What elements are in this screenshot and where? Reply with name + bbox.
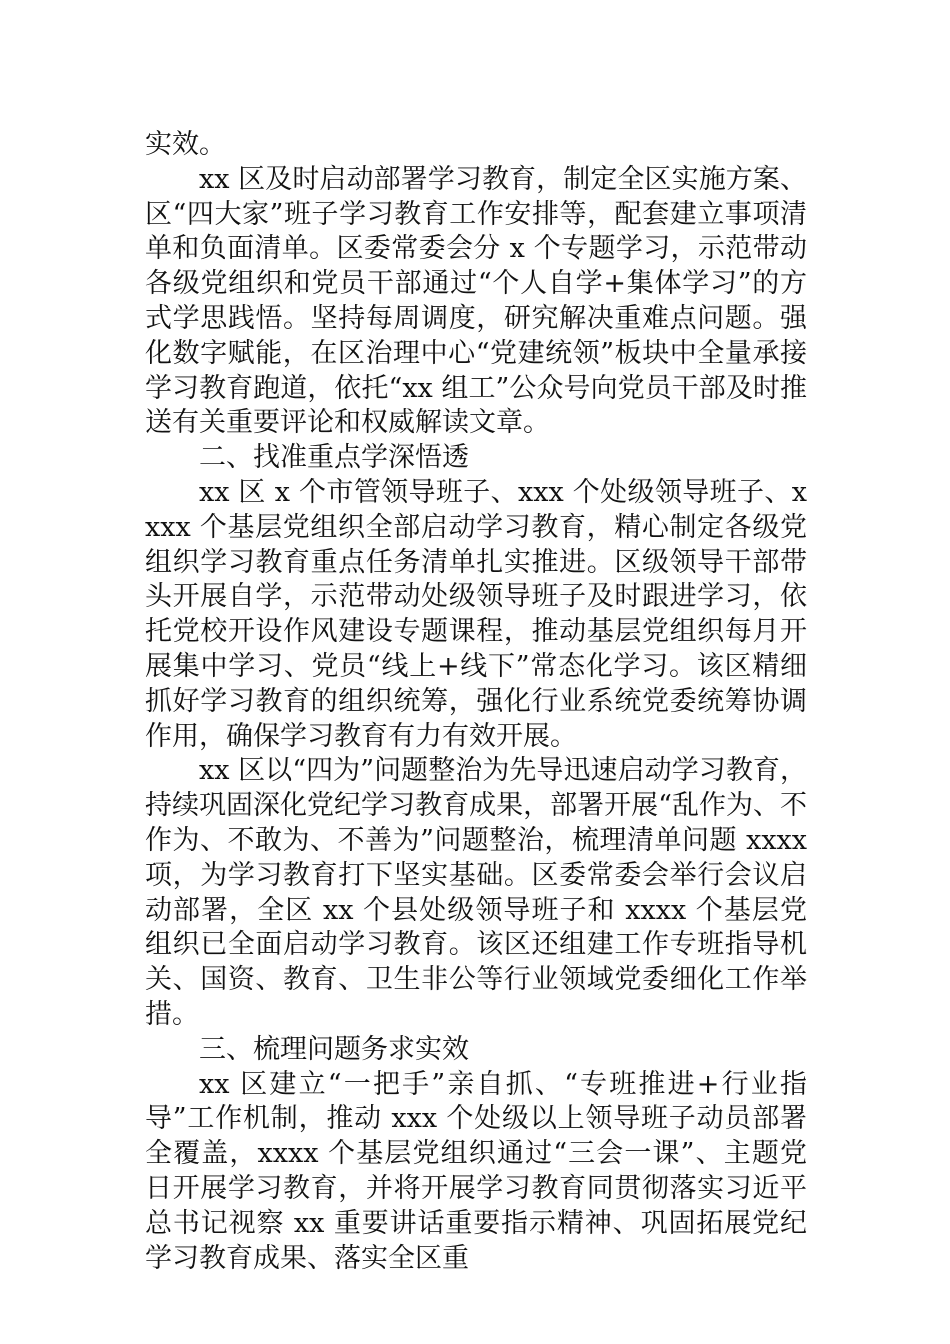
- paragraph-rectification: xx 区以“四为”问题整治为先导迅速启动学习教育，持续巩固深化党纪学习教育成果，部署开展“乱作为、不作为、不敢为、不善为”问题整治，梳理清单问题 xxxx 项，为学习教育打下坚实基础。区委常委会举行会议启动部署，全区 xx 个县处级领导班子和 xxxx 个基层党组织已全面启动学习教育。该区还组建工作专班指导机关、国资、教育、卫生非公等行业领域党委细化工作举措。: [145, 755, 807, 1030]
- section-heading-3: 三、梳理问题务求实效: [199, 1033, 469, 1065]
- document-body: [145, 128, 807, 1276]
- paragraph-leadership-study: xx 区 x 个市管领导班子、xxx 个处级领导班子、xxxx 个基层党组织全部启动学习教育，精心制定各级党组织学习教育重点任务清单扎实推进。区级领导干部带头开展自学，示范带动处级领导班子及时跟进学习，依托党校开设作风建设专题课程，推动基层党组织每月开展集中学习、党员“线上+线下”常态化学习。该区精细抓好学习教育的组织统筹，强化行业系统党委统筹协调作用，确保学习教育有力有效开展。: [145, 476, 807, 752]
- paragraph-mechanism: xx 区建立“一把手”亲自抓、“专班推进+行业指导”工作机制，推动 xxx 个处级以上领导班子动员部署全覆盖，xxxx 个基层党组织通过“三会一课”、主题党日开展学习教育，并将开展学习教育同贯彻落实习近平总书记视察 xx 重要讲话重要指示精神、巩固拓展党纪学习教育成果、落实全区重: [145, 1068, 807, 1274]
- paragraph-deployment: xx 区及时启动部署学习教育，制定全区实施方案、区“四大家”班子学习教育工作安排等，配套建立事项清单和负面清单。区委常委会分 x 个专题学习，示范带动各级党组织和党员干部通过“个人自学+集体学习”的方式学思践悟。坚持每周调度，研究解决重难点问题。强化数字赋能，在区治理中心“党建统领”板块中全量承接学习教育跑道，依托“xx 组工”公众号向党员干部及时推送有关重要评论和权威解读文章。: [145, 163, 807, 439]
- paragraph-continuation: 实效。: [145, 129, 226, 160]
- section-heading-2: 二、找准重点学深悟透: [199, 442, 469, 474]
